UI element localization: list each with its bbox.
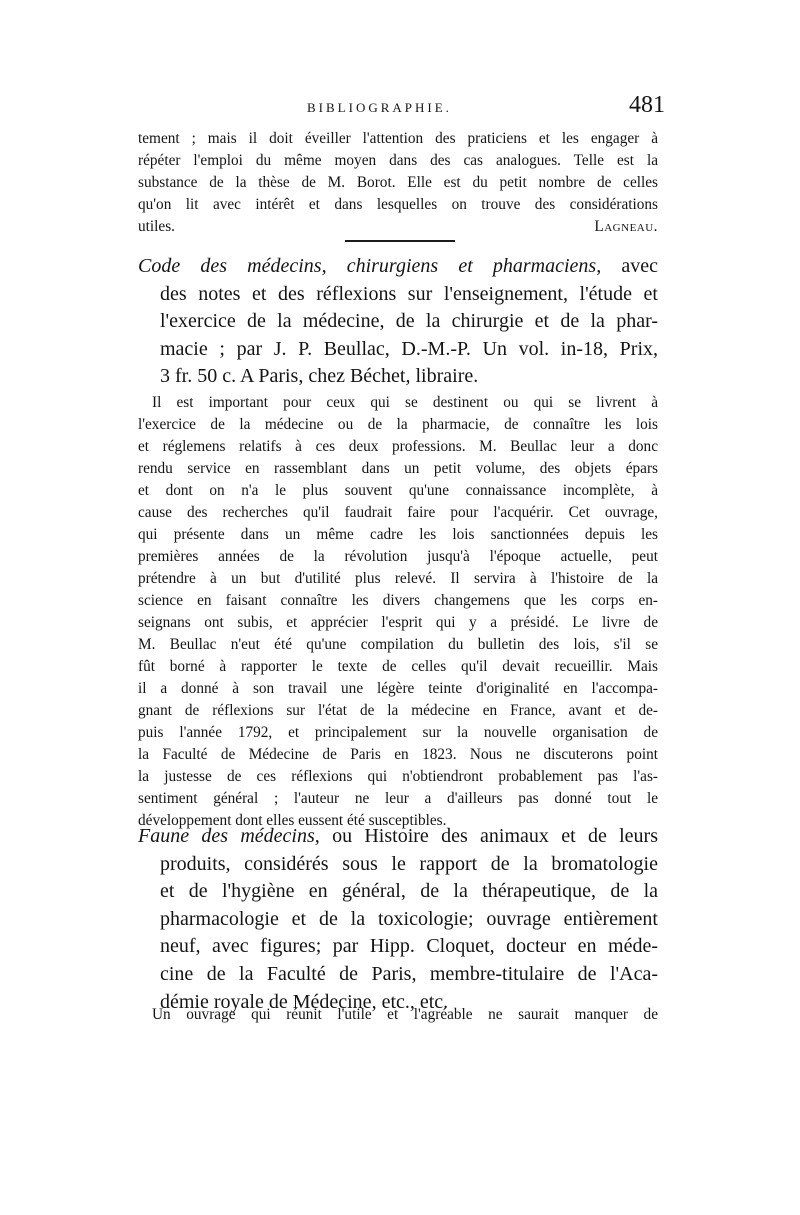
text-line: et dont on n'a le plus souvent qu'une connaissance incomplète, à bbox=[138, 482, 658, 499]
text-line: gnant de réflexions sur l'état de la médecine en France, avant et de- bbox=[138, 702, 658, 719]
heading-line: 3 fr. 50 c. A Paris, chez Béchet, libraire. bbox=[160, 365, 479, 388]
book-title: Code des médecins, chirurgiens et pharmaciens, bbox=[138, 255, 602, 277]
text-line: Un ouvrage qui réunit l'utile et l'agréable ne saurait manquer de bbox=[152, 1006, 658, 1023]
text-line: qui présente dans un même cadre les lois sanctionnées depuis les bbox=[138, 526, 658, 543]
heading-line: démie royale de Médecine, etc., etc. bbox=[160, 990, 449, 1013]
heading-line: pharmacologie et de la toxicologie; ouvrage entièrement bbox=[160, 907, 658, 930]
text-line: rendu service en rassemblant dans un petit volume, des objets épars bbox=[138, 460, 658, 477]
text-line: répéter l'emploi du même moyen dans des cas analogues. Telle est la bbox=[138, 152, 658, 169]
heading-line: des notes et des réflexions sur l'enseignement, l'étude et bbox=[160, 282, 658, 305]
page-number: 481 bbox=[629, 92, 665, 118]
text-line: il a donné à son travail une légère teinte d'originalité en l'accompa- bbox=[138, 680, 658, 697]
text-fragment: utiles. bbox=[138, 218, 175, 235]
heading-line: produits, considérés sous le rapport de la bromatologie bbox=[160, 852, 658, 875]
heading-line bbox=[138, 253, 658, 281]
text-line: substance de la thèse de M. Borot. Elle est du petit nombre de celles bbox=[138, 174, 658, 191]
running-head: BIBLIOGRAPHIE. bbox=[307, 100, 452, 115]
text-line: la Faculté de Médecine de Paris en 1823. Nous ne discuterons point bbox=[138, 746, 658, 763]
text-line: la justesse de ces réflexions qui n'obtiendront probablement pas l'as- bbox=[138, 768, 658, 785]
text-line: et réglemens relatifs à ces deux professions. M. Beullac leur a donc bbox=[138, 438, 658, 455]
text-line: fût borné à rapporter le texte de celles qu'il devait recueillir. Mais bbox=[138, 658, 658, 675]
text-line: sentiment général ; l'auteur ne leur a d'ailleurs pas donné tout le bbox=[138, 790, 658, 807]
text-line: qu'on lit avec intérêt et dans lesquelles on trouve des considérations bbox=[138, 196, 658, 213]
text-line-with-signature bbox=[138, 216, 658, 238]
text-line: l'exercice de la médecine ou de la pharmacie, de connaître les lois bbox=[138, 416, 658, 433]
intro-paragraph bbox=[138, 128, 658, 238]
text-line: science en faisant connaître les divers changemens que les corps en- bbox=[138, 592, 658, 609]
text-fragment: ou Histoire des animaux et de leurs bbox=[332, 825, 658, 847]
heading-line: neuf, avec figures; par Hipp. Cloquet, docteur en méde- bbox=[160, 935, 658, 958]
text-line: premières années de la révolution jusqu'à l'époque actuelle, peut bbox=[138, 548, 658, 565]
text-line: prétendre à un but d'utilité plus relevé. Il servira à l'histoire de la bbox=[138, 570, 658, 587]
text-line: cause des recherches qu'il faudrait faire pour l'acquérir. Cet ouvrage, bbox=[138, 504, 658, 521]
text-line: développement dont elles eussent été susceptibles. bbox=[138, 812, 447, 829]
heading-line: l'exercice de la médecine, de la chirurgie et de la phar- bbox=[160, 310, 658, 333]
text-fragment: avec bbox=[621, 255, 658, 277]
entry-body-code-des-medecins bbox=[138, 392, 658, 832]
heading-line: cine de la Faculté de Paris, membre-titulaire de l'Aca- bbox=[160, 962, 658, 985]
text-line: M. Beullac n'eut été qu'une compilation du bulletin des lois, s'il se bbox=[138, 636, 658, 653]
heading-line: et de l'hygiène en général, de la thérapeutique, de la bbox=[160, 880, 658, 903]
page-header bbox=[135, 92, 665, 122]
section-divider bbox=[345, 240, 455, 242]
author-signature: Lagneau. bbox=[594, 218, 658, 235]
text-line: puis l'année 1792, et principalement sur la nouvelle organisation de bbox=[138, 724, 658, 741]
heading-line bbox=[138, 823, 658, 851]
heading-line: macie ; par J. P. Beullac, D.-M.-P. Un vol. in-18, Prix, bbox=[160, 337, 658, 360]
entry-heading-code-des-medecins bbox=[138, 253, 658, 391]
entry-heading-faune-des-medecins bbox=[138, 823, 658, 1016]
text-line: Il est important pour ceux qui se destinent ou qui se livrent à bbox=[152, 394, 658, 411]
entry-body-faune-des-medecins bbox=[138, 1004, 658, 1026]
text-line: seignans ont subis, et apprécier l'esprit qui y a présidé. Le livre de bbox=[138, 614, 658, 631]
book-title: Faune des médecins, bbox=[138, 825, 320, 847]
text-line: tement ; mais il doit éveiller l'attention des praticiens et les engager à bbox=[138, 130, 658, 147]
